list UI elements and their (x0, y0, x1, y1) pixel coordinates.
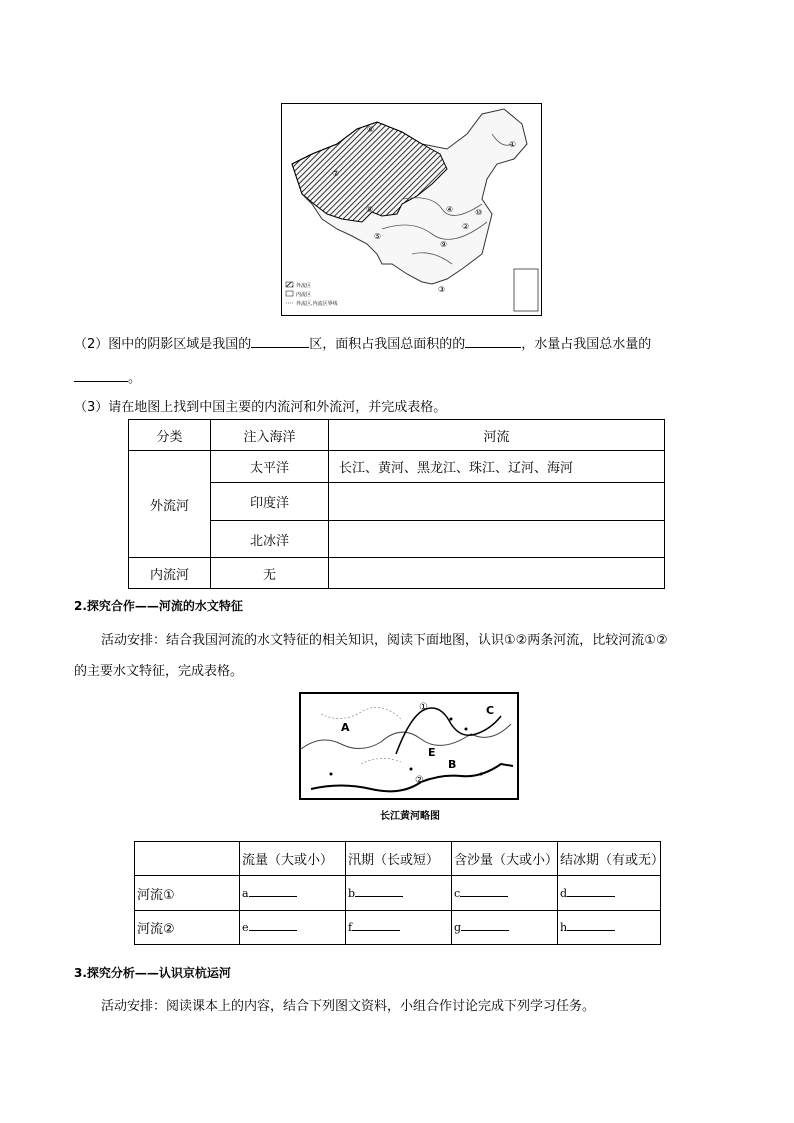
boundary-line (361, 758, 401, 764)
category-cell: 外流河 (129, 451, 211, 558)
cell-letter: e (242, 921, 249, 934)
answer-cell[interactable] (558, 911, 661, 945)
map-label: A (341, 721, 350, 734)
table-header: 注入海洋 (211, 420, 329, 451)
city-dot (330, 773, 333, 776)
legend-swatch-inland (286, 291, 293, 296)
answer-cell[interactable] (346, 876, 452, 911)
map-label: ⑩ (475, 208, 483, 217)
table-header: 流量（大或小） (240, 842, 346, 876)
answer-cell[interactable] (452, 911, 558, 945)
answer-cell[interactable] (240, 876, 346, 911)
ocean-cell: 太平洋 (211, 451, 329, 483)
map-label: ② (462, 222, 470, 231)
cell-letter: b (348, 886, 356, 900)
answer-cell[interactable] (452, 876, 558, 911)
ocean-cell: 无 (211, 558, 329, 589)
boundary-line (321, 707, 401, 719)
table-header: 汛期（长或短） (346, 842, 452, 876)
answer-blank[interactable] (355, 886, 403, 897)
yangtze-yellow-river-svg (301, 694, 517, 798)
ocean-cell: 北冰洋 (211, 521, 329, 558)
table-header: 河流 (329, 420, 665, 451)
answer-blank[interactable] (567, 886, 615, 897)
china-drainage-map-svg (282, 104, 541, 315)
legend-swatch-outflow (286, 282, 293, 287)
boundary-line (301, 724, 511, 749)
cell-letter: f (348, 921, 353, 934)
rivers-cell-empty[interactable] (329, 483, 665, 521)
cell-letter: g (454, 921, 462, 934)
answer-blank[interactable] (460, 886, 508, 897)
map-label: ⑤ (374, 232, 382, 241)
answer-cell[interactable] (558, 876, 661, 911)
hydrology-table (134, 841, 665, 945)
section-3-title: 3.探究分析——认识京杭运河 (74, 966, 231, 980)
question-2-line1 (74, 333, 651, 352)
table-header: 分类 (129, 420, 211, 451)
map-label: ① (419, 702, 428, 713)
question-2-line2 (74, 367, 141, 386)
answer-blank[interactable] (249, 886, 297, 897)
answer-blank[interactable] (461, 920, 509, 931)
answer-blank[interactable] (74, 369, 128, 382)
map-label: ⑧ (366, 205, 374, 214)
china-drainage-map (281, 103, 542, 316)
table-header: 结冰期（有或无） (558, 842, 661, 876)
answer-blank[interactable] (567, 920, 615, 931)
cell-letter: c (454, 886, 461, 900)
map-label: ⑦ (332, 169, 340, 178)
table-header: 含沙量（大或小） (452, 842, 558, 876)
q2-text: ，水量占我国总水量的 (521, 337, 652, 352)
river-classification-table (128, 419, 665, 589)
city-dot (450, 718, 453, 721)
section-2-para-line2: 的主要水文特征，完成表格。 (74, 664, 244, 679)
section-2-para-line1: 活动安排：结合我国河流的水文特征的相关知识，阅读下面地图，认识①②两条河流，比较河流①② (101, 633, 668, 648)
city-dot (465, 728, 468, 731)
ocean-cell: 印度洋 (211, 483, 329, 521)
answer-cell[interactable] (346, 911, 452, 945)
section-3-para: 活动安排：阅读课本上的内容，结合下列图文资料，小组合作讨论完成下列学习任务。 (101, 999, 596, 1014)
map-label: ① (509, 140, 517, 149)
map-label: ⑨ (440, 240, 448, 249)
q2-text: 区，面积占我国总面积的的 (309, 337, 466, 352)
map-label: ③ (438, 285, 446, 294)
table-header (135, 842, 240, 876)
rivers-cell-empty[interactable] (329, 521, 665, 558)
answer-cell[interactable] (240, 911, 346, 945)
map-label: ④ (446, 205, 454, 214)
map-label: ⑥ (367, 125, 375, 134)
q2-text: 。 (128, 371, 142, 386)
section-2-title: 2.探究合作——河流的水文特征 (74, 599, 243, 613)
map-label: E (428, 746, 436, 759)
cell-letter: a (242, 886, 249, 900)
rivers-cell: 长江、黄河、黑龙江、珠江、辽河、海河 (329, 451, 665, 483)
map-label: ② (415, 775, 424, 786)
category-cell: 内流河 (129, 558, 211, 589)
legend-label: 外流区,内流区界线 (296, 301, 338, 307)
q2-text: （2）图中的阴影区域是我国的 (74, 337, 252, 352)
answer-blank[interactable] (251, 335, 309, 348)
question-3: （3）请在地图上找到中国主要的内流河和外流河，并完成表格。 (74, 400, 447, 415)
city-dot (480, 773, 483, 776)
legend-label: 内流区 (296, 292, 312, 298)
yangtze-yellow-river-map (299, 692, 519, 800)
answer-blank[interactable] (352, 920, 400, 931)
cell-letter: h (560, 921, 568, 934)
answer-blank[interactable] (249, 920, 297, 931)
answer-blank[interactable] (465, 335, 521, 348)
map-label: B (448, 758, 457, 771)
map-label: C (486, 704, 495, 717)
cell-letter: d (560, 886, 568, 900)
rivers-cell-empty[interactable] (329, 558, 665, 589)
legend-label: 外流区 (296, 283, 312, 289)
row-label: 河流② (135, 911, 240, 945)
south-sea-inset (514, 269, 538, 311)
row-label: 河流① (135, 876, 240, 911)
map2-caption: 长江黄河略图 (380, 811, 440, 822)
city-dot (410, 768, 413, 771)
